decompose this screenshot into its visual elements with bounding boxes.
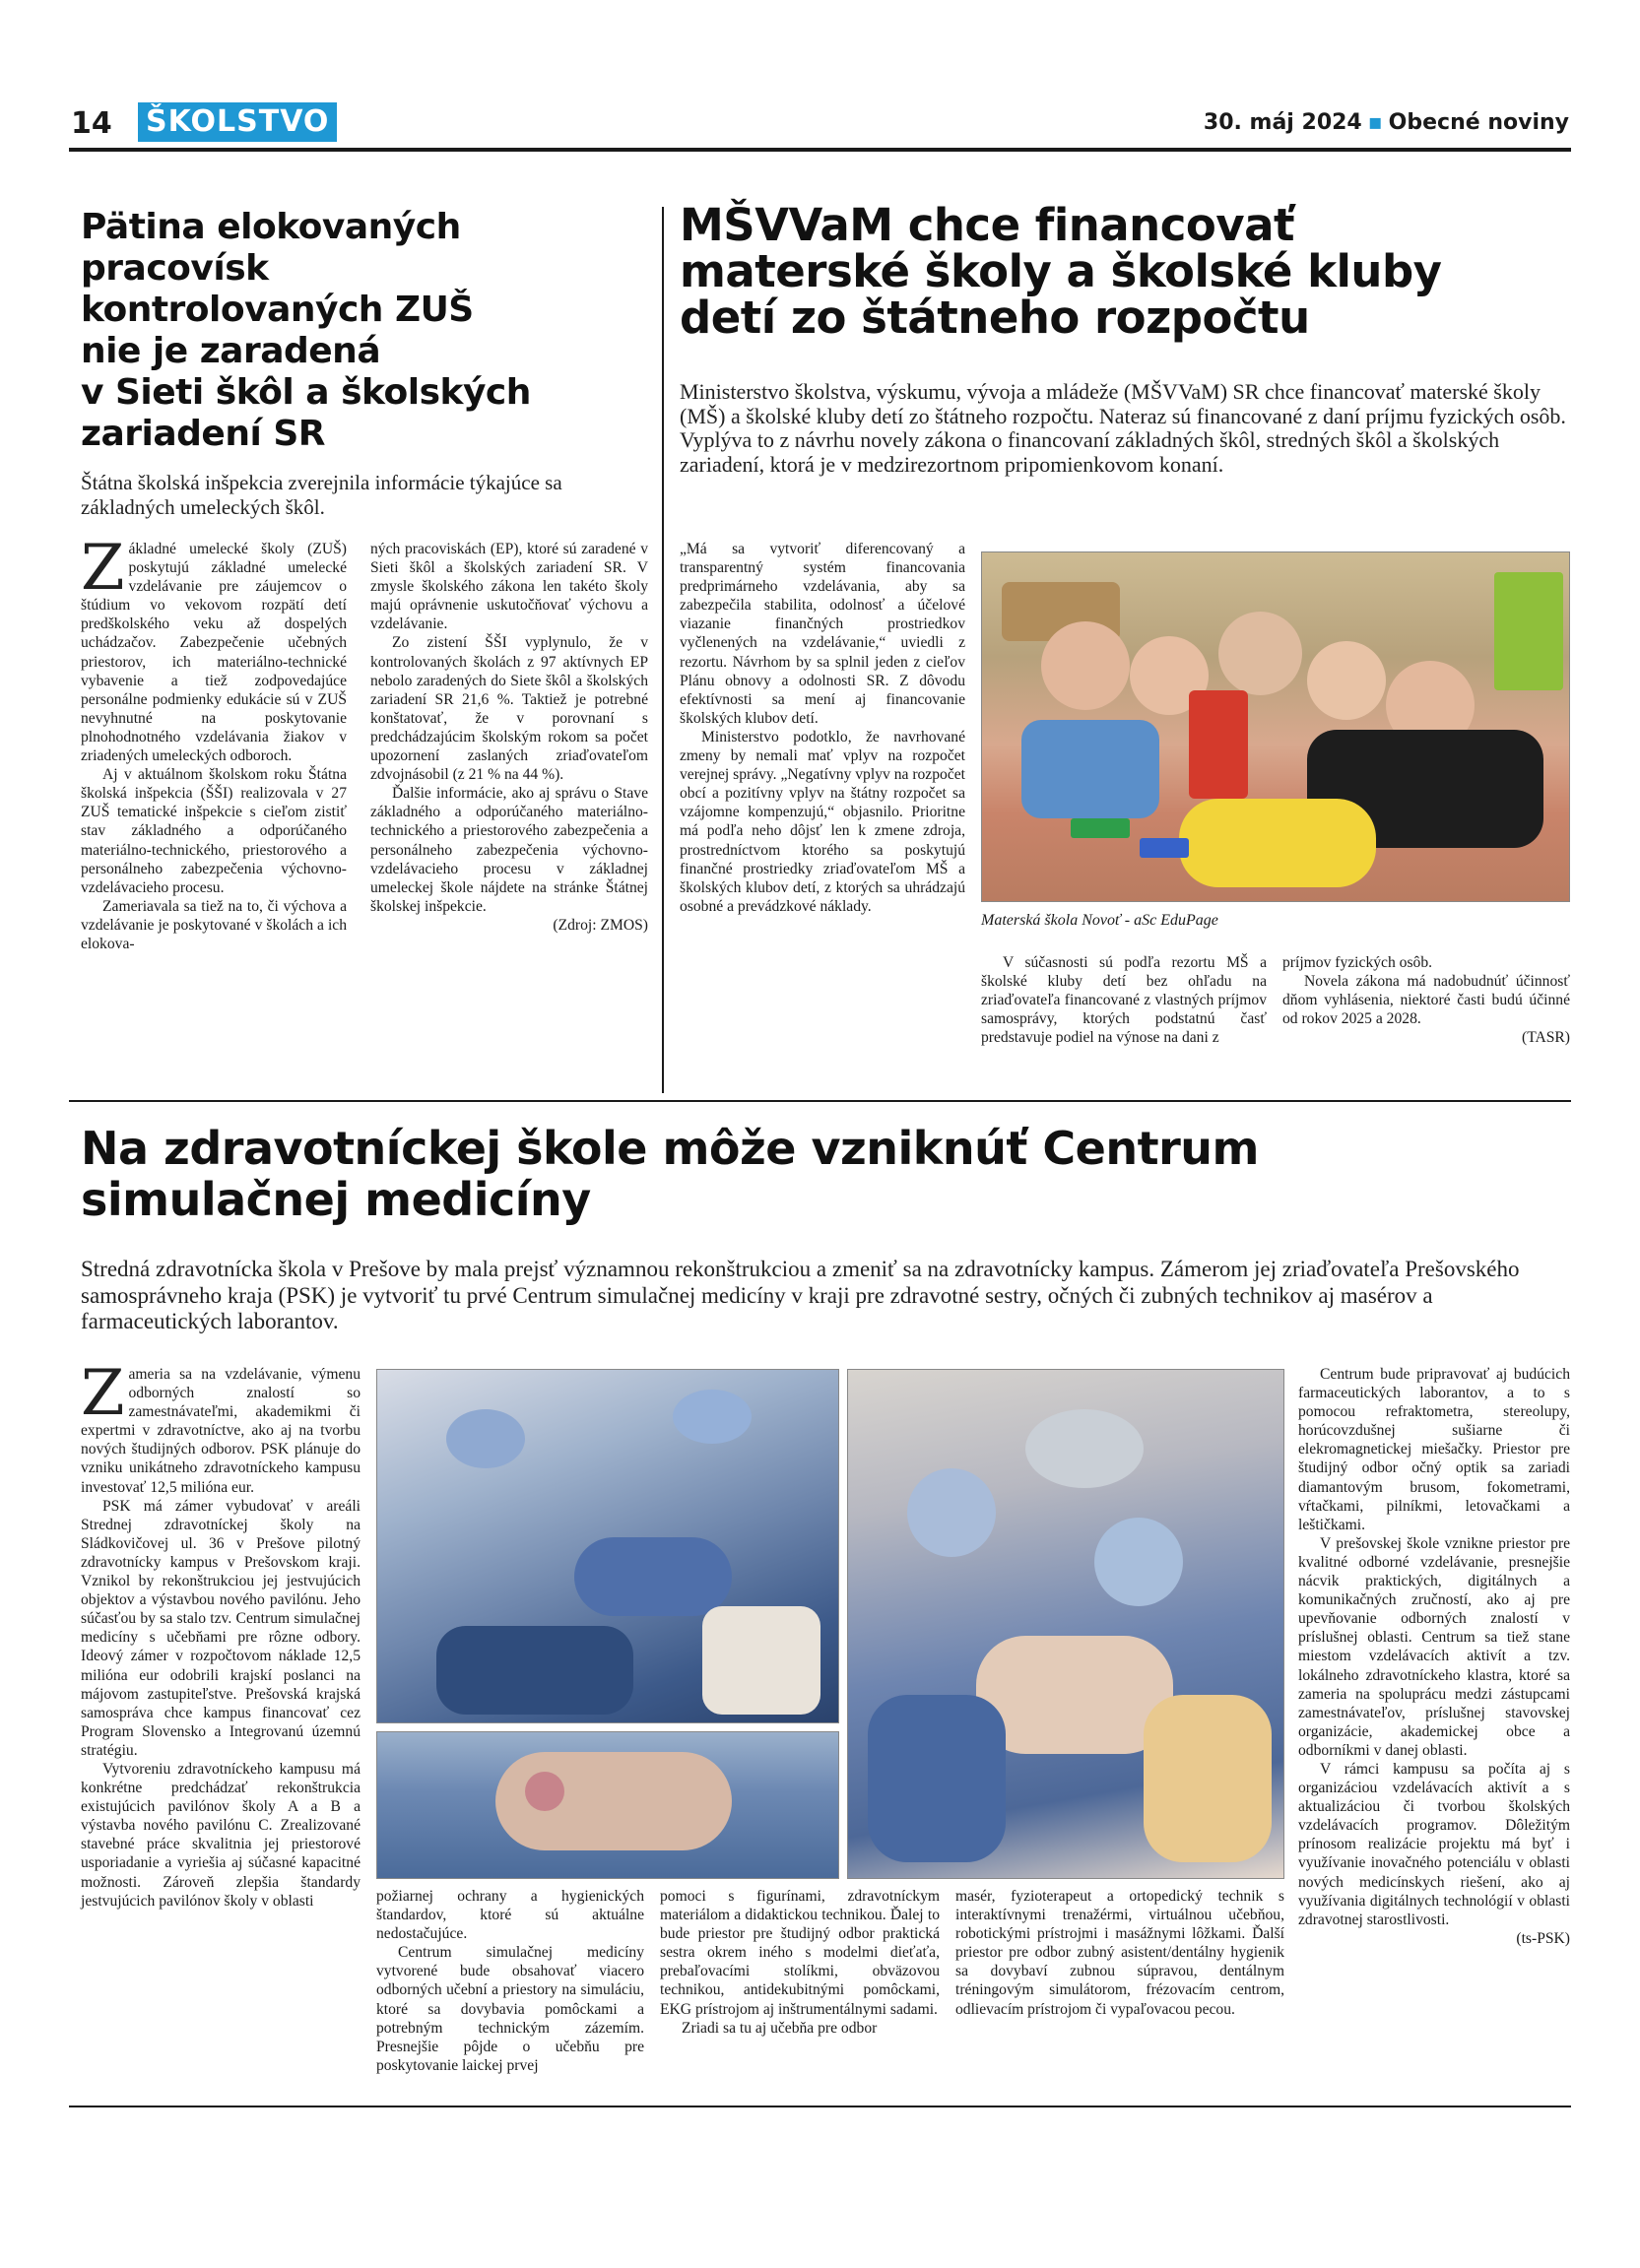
article1-headline: [81, 207, 652, 455]
headline-line: simulačnej medicíny: [81, 1173, 591, 1226]
paragraph: Vytvoreniu zdravotníckeho kampusu má konkrétne predchádzať rekonštrukcia existujúcich pavilónov školy A a B a výstavba nového pavilónu C. Zrealizované stavebné práce skvalitnia jej priestorové usporiadanie a vyriešia aj súčasné kapacitné možnosti. Zároveň zlepšia štandardy jestvujúcich pavilónov školy v oblasti: [81, 1760, 361, 1910]
photo-caption: Materská škola Novoť - aSc EduPage: [981, 912, 1218, 929]
headline-line: zariadení SR: [81, 414, 325, 454]
page-number: 14: [71, 106, 112, 141]
paragraph: V rámci kampusu sa počíta aj s organizáciou vzdelávacích aktivít a s aktualizáciou či tvorbou školských vzdelávacích programov. Dôležitým prínosom realizácie projektu má byť i využívanie inovačného potenciálu v oblasti nových medicínskych riešení, ako aj využívania digitálnych technológií v oblasti zdravotnej starostlivosti.: [1298, 1760, 1570, 1928]
footer-rule: [69, 2106, 1571, 2107]
article3-column-3: [660, 1887, 940, 2038]
article2-lede: Ministerstvo školstva, výskumu, vývoja a mládeže (MŠVVaM) SR chce financovať materské školy (MŠ) a školské kluby detí zo štátneho rozpočtu. Nateraz sú financované z daní príjmu fyzických osôb. Vyplýva to z návrhu novely zákona o financovaní základných škôl, stredných škôl a školských zariadení, ktorá je v medzirezortnom pripomienkovom konaní.: [680, 379, 1566, 477]
article3-lede: Stredná zdravotnícka škola v Prešove by mala prejsť významnou rekonštrukciou a zmeniť sa na zdravotnícky kampus. Zámerom jej zriaďovateľa Prešovského samosprávneho kraja (PSK) je vytvoriť tu prvé Centrum simulačnej medicíny v kraji pre zdravotné sestry, očných či zubných technikov aj masérov a farmaceutických laborantov.: [81, 1257, 1520, 1333]
paragraph: požiarnej ochrany a hygienických štandardov, ktoré sú aktuálne nedostačujúce.: [376, 1888, 644, 1943]
dropcap: Z: [81, 532, 125, 605]
headline-line: nie je zaradená: [81, 331, 381, 371]
headline-line: Pätina elokovaných: [81, 207, 461, 247]
kindergarten-photo: [981, 551, 1570, 902]
article-separator: [69, 1100, 1571, 1102]
article2-headline: [680, 199, 1571, 344]
headline-line: v Sieti škôl a školských: [81, 372, 531, 413]
paragraph: Centrum bude pripravovať aj budúcich farmaceutických laborantov, a to s pomocou refraktometra, stereolupy, horúcovzdušnej sušiarne či elekromagnetickej miešačky. Priestor pre študijný odbor očný optik sa zariadi diamantovým brusom, fokometrami, vŕtačkami, pilníkmi, letovačkami a leštičkami.: [1298, 1366, 1570, 1533]
article1-lede: Štátna školská inšpekcia zverejnila informácie týkajúce sa základných umeleckých škôl.: [81, 471, 562, 519]
paragraph: PSK má zámer vybudovať v areáli Strednej zdravotníckej školy na Sládkovičovej ul. 36 v Prešove pilotný zdravotnícky kampus v Prešovskom kraji. Vznikol by rekonštrukciou jej jestvujúcich objektov a výstavbou nového pavilónu. Jeho súčasťou by sa stalo tzv. Centrum simulačnej medicíny s učebňami pre rôzne odbory. Ideový zámer v rozpočtovom náklade 12,5 milióna eur odobrili krajskí poslanci na májovom zastupiteľstve. Prešovská krajská samospráva chce kampus financovať cez Program Slovensko a Integrovanú územnú stratégiu.: [81, 1497, 361, 1759]
headline-line: MŠVVaM chce financovať: [680, 199, 1295, 251]
publication-name: Obecné noviny: [1388, 110, 1569, 135]
article3-headline: [81, 1123, 1568, 1225]
article1-column-1: [81, 532, 347, 953]
article2-column-1: [680, 540, 965, 916]
simulation-photo-3: [847, 1369, 1284, 1879]
article3-column-4: [955, 1887, 1284, 2019]
paragraph: Ministerstvo podotklo, že navrhované zmeny by nemali mať vplyv na rozpočet verejnej správy. „Negatívny vplyv na rozpočet obcí a pozitívny vplyv na štátny rozpočet sa vzájomne kompenzujú,“ objasnilo. Prioritne má podľa neho dôjsť len k zmene zdroja, prostredníctvom ktorého sa poskytujú finančné prostriedky zriaďovateľom MŠ a školských klubov detí, z ktorých sa uhrádzajú osobné a prevádzkové náklady.: [680, 728, 965, 915]
paragraph: pomoci s figurínami, zdravotníckym materiálom a didaktickou technikou. Ďalej to bude priestor pre študijný odbor praktická sestra okrem iného s modelmi dieťaťa, prebaľovacími stolíkmi, obväzovou technikou, antidekubitnými pomôckami, EKG prístrojom aj inštrumentálnymi sadami.: [660, 1888, 940, 2018]
header-rule: [69, 148, 1571, 152]
paragraph: Zameriavala sa tiež na to, či výchova a vzdelávanie je poskytované v školách a ich elokova-: [81, 897, 347, 952]
article2-column-2: [981, 953, 1267, 1047]
article-source: (ts-PSK): [1516, 1929, 1570, 1947]
article3-column-2: [376, 1887, 644, 2075]
paragraph: ameria sa na vzdelávanie, výmenu odborných znalostí so zamestnávateľmi, akademikmi či expertmi v zdravotníctve, ako aj na tvorbu nových študijných odborov. PSK plánuje do vzniku unikátneho zdravotníckeho kampusu investovať 12,5 milióna eur.: [81, 1366, 361, 1496]
simulation-photo-2: [376, 1731, 839, 1879]
paragraph: V súčasnosti sú podľa rezortu MŠ a školské kluby detí bez ohľadu na zriaďovateľa financované z vlastných príjmov samosprávy, ktorých podstatnú časť predstavuje podiel na výnose na dani z: [981, 954, 1267, 1047]
paragraph: príjmov fyzických osôb.: [1282, 954, 1433, 971]
article3-column-1: [81, 1357, 361, 1911]
issue-info: [1204, 108, 1569, 138]
paragraph: „Má sa vytvoriť diferencovaný a transparentný systém financovania predprimárneho vzdelávania, aby sa zabezpečila stabilita, odolnosť a účelové viazanie finančných prostriedkov vyčlenených na vzdelávanie,“ uviedli z rezortu. Návrhom by sa splnil jeden z cieľov Plánu obnovy a odolnosti SR. Z dôvodu efektívnosti sa mení aj financovanie školských klubov detí.: [680, 541, 965, 727]
paragraph: Zo zistení ŠŠI vyplynulo, že v kontrolovaných školách z 97 aktívnych EP nebolo zaradených do Siete škôl a školských zariadení SR 21,6 %. Taktiež je potrebné konštatovať, že v porovnaní s predchádzajúcim školským rokom sa počet upozornení zaslaných zriaďovateľom zdvojnásobil (z 21 % na 44 %).: [370, 634, 648, 784]
article1-column-2: [370, 540, 648, 935]
headline-line: materské školy a školské kluby: [680, 245, 1442, 297]
paragraph: ných pracoviskách (EP), ktoré sú zaradené v Sieti škôl a školských zariadení SR. V zmysle školského zákona len takéto školy majú oprávnenie uskutočňovať výchovu a vzdelávanie.: [370, 541, 648, 633]
headline-line: pracovísk: [81, 248, 269, 289]
column-divider: [662, 207, 664, 1093]
paragraph: Ďalšie informácie, ako aj správu o Stave základného a odporúčaného materiálno-technického a priestorového zabezpečenia a personálneho zabezpečenia výchovno-vzdelávacieho procesu v základnej umeleckej škole nájdete na stránke Štátnej školskej inšpekcie.: [370, 785, 648, 915]
paragraph: Novela zákona má nadobudnúť účinnosť dňom vyhlásenia, niektoré časti budú účinné od rokov 2025 a 2028.: [1282, 973, 1570, 1028]
article-source: (TASR): [1522, 1029, 1570, 1047]
paragraph: Centrum simulačnej medicíny vytvorené bude obsahovať viacero odborných učební a priestory na simuláciu, ktoré sa dovybavia pomôckami a potrebným technickým zázemím. Presnejšie pôjde o učebňu pre poskytovanie laickej prvej: [376, 1944, 644, 2074]
paragraph: masér, fyzioterapeut a ortopedický technik s interaktívnymi trenažérmi, virtuálnou učebňou, robotickými prístrojmi i masážnymi lôžkami. Ďalší priestor pre odbor zubný asistent/dentálny hygienik sa dovybaví zubnou súpravou, dentálnym tréningovým simulátorom, frézovacím centrom, odlievacím prístrojom či vypaľovacou pecou.: [955, 1888, 1284, 2018]
section-label: ŠKOLSTVO: [138, 102, 337, 142]
headline-line: Na zdravotníckej škole môže vzniknúť Centrum: [81, 1122, 1259, 1175]
article3-column-5: [1298, 1365, 1570, 1948]
simulation-photo-1: [376, 1369, 839, 1723]
headline-line: kontrolovaných ZUŠ: [81, 290, 474, 330]
issue-date: 30. máj 2024: [1203, 110, 1362, 135]
article-source: (Zdroj: ZMOS): [553, 916, 648, 934]
paragraph: Aj v aktuálnom školskom roku Štátna školská inšpekcia (ŠŠI) realizovala v 27 ZUŠ tematické inšpekcie s cieľom zistiť stav základného a odporúčaného materiálno-technického, priestorového a personálneho zabezpečenia výchovno-vzdelávacieho procesu.: [81, 766, 347, 896]
dropcap: Z: [81, 1357, 125, 1430]
article2-column-3: [1282, 953, 1570, 1047]
paragraph: ákladné umelecké školy (ZUŠ) poskytujú základné umelecké vzdelávanie pre záujemcov o štúdium vo vekovom rozpätí detí predškolského veku až dospelých uchádzačov. Zabezpečenie učebných priestorov, ich materiálno-technické vybavenie a tiež zodpovedajúce personálne podmienky edukácie sú v ZUŠ nevyhnutné na poskytovanie plnohodnotného vzdelávania žiakov v zriadených umeleckých odboroch.: [81, 541, 347, 765]
paragraph: Zriadi sa tu aj učebňa pre odbor: [682, 2019, 878, 2037]
separator-dot-icon: ▪: [1367, 110, 1383, 135]
paragraph: V prešovskej škole vznikne priestor pre kvalitné odborné vzdelávanie, presnejšie nácvik praktických, digitálnych a komunikačných zručností, ako aj pre upevňovanie odborných znalostí v príslušnej oblasti. Centrum sa tiež stane miestom vzdelávacích aktivít a tzv. lokálneho zdravotníckeho klastra, ktoré sa zameria na spoluprácu medzi zástupcami zamestnávateľov, príslušnej stavovskej organizácie, akademickej obce a odborníkmi v danej oblasti.: [1298, 1534, 1570, 1759]
headline-line: detí zo štátneho rozpočtu: [680, 292, 1310, 344]
